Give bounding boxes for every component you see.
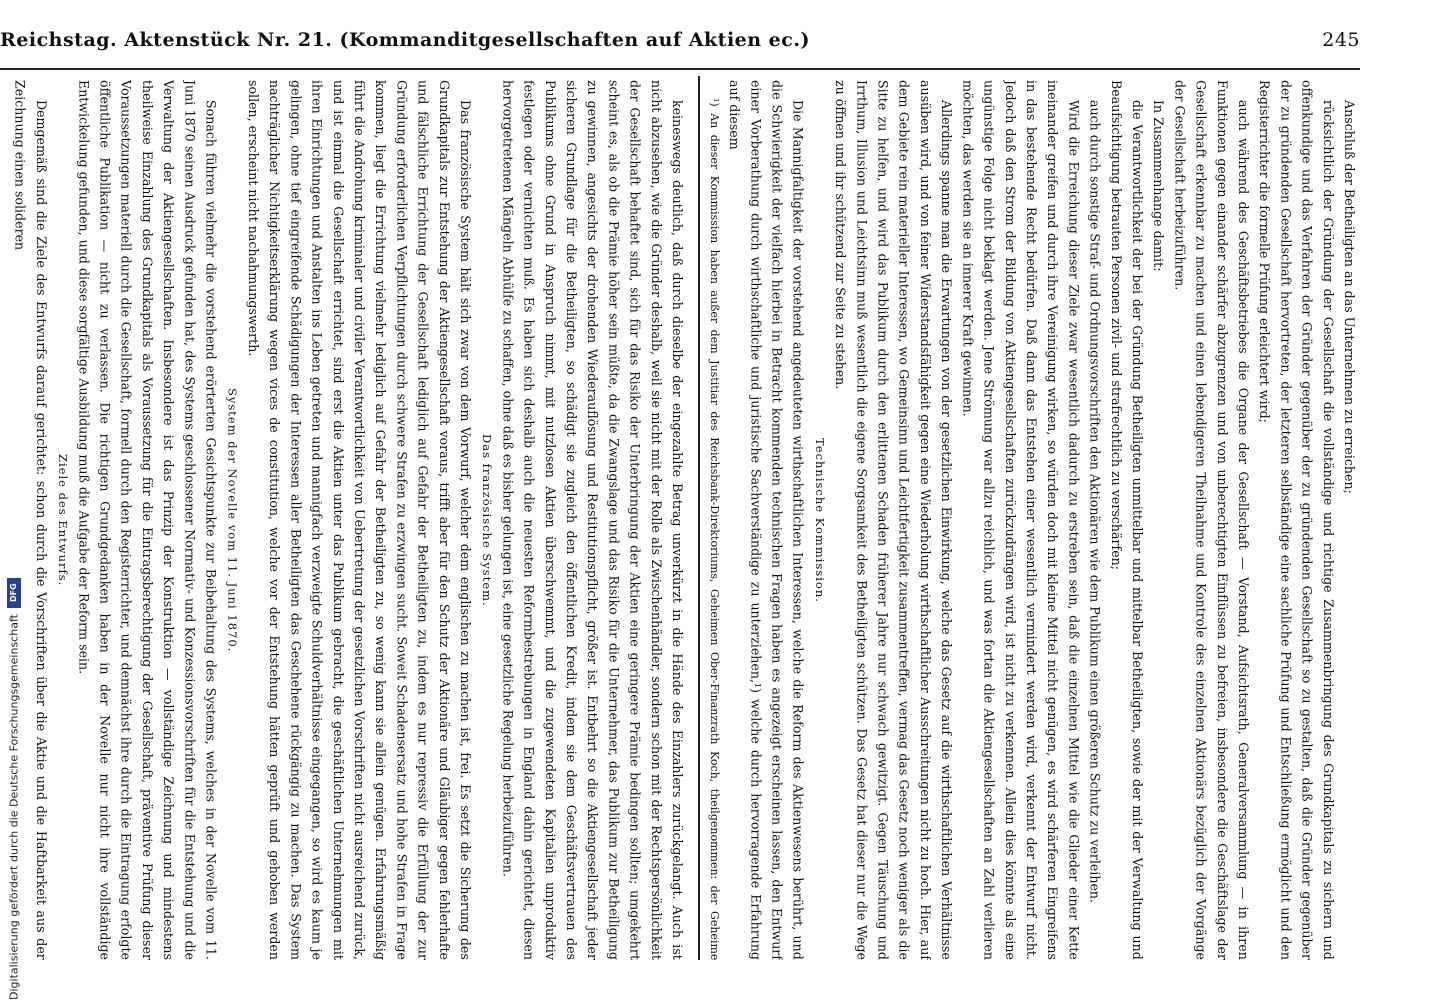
- header-rule: [0, 68, 1360, 70]
- paragraph: Die Mannigfaltigkeit der vorstehend angedeuteten wirthschaftlichen Interessen, welche die Reform des Aktienwesens berührt, und die Schwierigkeit der vielfach hierbei in Betracht kommenden technischen Fragen haben es angezeigt erscheinen lassen, den Entwurf einer Vorberathung durch wirthschaftliche und juristische Sachverständige zu unterziehen,¹) welche durch hervorragende Erfahrung auf diesem: [727, 80, 806, 960]
- section-heading: Technische Kommission.: [812, 437, 827, 603]
- right-column: [0, 80, 688, 960]
- page-header: [0, 18, 1360, 62]
- section-heading: Ziele des Entwurfs.: [56, 453, 71, 587]
- section-heading: Das französische System.: [480, 433, 495, 607]
- column-divider: [698, 76, 700, 960]
- dfg-logo-icon: DFG: [7, 578, 21, 608]
- digitization-text: Digitalisierung gefördert durch die Deutsche Forschungsgemeinschaft: [7, 614, 21, 1000]
- paragraph: Das französische System hält sich zwar von dem Vorwurf, welcher dem englischen zu machen ist, frei. Es setzt die Sicherung des Grundkapitals zur Entstehung der Aktiengesellschaft voraus, trifft aber für den Schutz der Aktionäre und Gläubiger gegen fehlerhafte und fälschliche Errichtung der Gesellschaft lediglich auf Gefahr der Betheiligten zu, indem es nur repressiv die Erfüllung der zur Gründung erforderlichen Verpflichtungen durch schwere Strafen zu erzwingen sucht. Soweit Schadensersatz und hohe Strafen in Frage kommen, liegt die Errichtung vielmehr lediglich auf Gefahr der Betheiligten zu, so wenig kann sie allein genügen. Erfahrungsmäßig führt die Androhung kriminaler und civiler Verantwortlichkeit von Uebertretung der gesetzlichen Vorschriften nicht ausreichend zurück, und ist einmal die Gesellschaft errichtet, sind erst die Aktien unter das Publikum gebracht, die geschäftlichen Unternehmungen mit ihren Einrichtungen und Anstalten ins Leben getreten und mannigfach verzweigte Schuldverhältnisse eingegangen, so wird es kaum je gelingen, ohne tief eingreifende Schädigungen der Interessen aller Betheiligten das Geschehene rückgängig zu machen. Das System nachträglicher Nichtigkeitserklärung wegen vices de constitution, welche vor der Entstehung hätten geprüft und gehoben werden sollen, erscheint nicht nachahmungswerth.: [245, 80, 473, 960]
- paragraph: rücksichtlich der Gründung der Gesellschaft die vollständige und richtige Zusammenbringung des Grundkapitals zu sichern und offenkundige und das Verfahren der Gründer gegenüber der zu gründenden Gesellschaft so zu gestalten, daß die Gründer gegenüber der zu gründenden Gesellschaft hervortreten, der letzteren selbständige eine sachliche Prüfung und Entschließung ermöglicht und den Registerrichter die formelle Prüfung erleichtert wird;: [1257, 80, 1336, 960]
- left-column: [708, 80, 1360, 960]
- paragraph: Wird die Erreichung dieser Ziele zwar wesentlich dadurch zu erstreben sein, daß die einzelnen Mittel wie die Glieder einer Kette ineinander greifen und durch ihre Vereinigung wirken, so würden doch mit kleine Mittel nicht genügen, es wird schärferen Eingreifens in das bestehende Recht bedürfen. Daß dann das Entstehen einer wesentlich vermindert werden wird, verkennt der Entwurf nicht. Jedoch daß den Strom der Bildung von Aktiengesellschaften zurückzudrängen wird, ist nicht zu verkennen. Allein dies könnte als eine ungünstige Folge nicht beklagt werden. Jene Strömung war allzu reichlich, und was fortan die Aktiengesellschaften an Zahl verlieren möchten, das werden sie an innerer Kraft gewinnen.: [960, 80, 1082, 960]
- running-title: Reichstag. Aktenstück Nr. 21. (Kommanditgesellschaften auf Aktien ec.): [0, 29, 810, 51]
- paragraph: In Zusammenhange damit:: [1151, 100, 1167, 272]
- paragraph: Allerdings spanne man die Erwartungen von der gesetzlichen Einwirkung, welche das Gesetz auf die wirthschaftlichen Verhältnisse ausüben wird, und von feiner Widerstandsfähigkeit gegen eine Wiederholung wirthschaftlicher Ausschreitungen nicht zu hoch. Hier, auf dem Gebiete rein materieller Interessen, wo Gemeinsinn und Leichtfertigkeit zusammentreffen, vermag das Gesetz noch weniger als die Sitte zu helfen, und wird das Publikum durch den erlittenen Schaden früherer Jahre nur schwach gewitzigt. Gegen Täuschung und Irrthum, Illusion und Leichtsinn muß wesentlich die eigene Sorgsamkeit des Betheiligten schützen. Das Gesetz hat dieser nur die Wege zu öffnen und ihr schützend zur Seite zu stehen.: [833, 80, 955, 960]
- section-heading: System der Novelle vom 11. Juni 1870.: [225, 387, 240, 653]
- paragraph: keineswegs deutlich, daß durch dieselbe der eingezahlte Betrag unverkürzt in die Hände des Einzahlers zurückgelangt. Auch ist nicht abzusehen, wie die Gründer deshalb, weil sie nicht mit der Rolle als Zwischenhändler, sondern schon mit der Rechtspersönlichkeit der Gesellschaft behaftet sind, sich für das Risiko der Unterbringung der Aktien eine geringere Prämie bedingen sollten; umgekehrt scheint es, als ob die Prämie höher sein müßte, da die Zwangslage und das Risiko für die Unternehmer, das Publikum zur Betheiligung zu gewinnen, angesichts der drohenden Wiederauflösung und Restitutionspflicht, größer ist. Entbehrt so die Aktiengesellschaft jeder sicheren Grundlage für die Betheiligten, so schädigt sie zugleich den öffentlichen Kredit, indem sie dem Geschäftsvertrauen des Publikums ohne Grund in Anspruch nimmt, mit nutzlosen Aktien überschwemmt, und die zugewendeten Kapitalien unproduktiv festlegen oder vernichten muß. Es haben sich deshalb auch die neuesten Reformbestrebungen in England dahin gerichtet, diesen hervorgetretenen Mängeln Abhülfe zu schaffen, ohne daß es bisher gelungen ist, eine gesetzliche Regelung herbeizuführen.: [500, 80, 685, 960]
- page-number: 245: [1322, 29, 1360, 51]
- paragraph: auch während des Geschäftsbetriebes die Organe der Gesellschaft — Vorstand, Aufsichtsrath, Generalversammlung — in ihren Funktionen gegen einander schärfer abzugrenzen und von unberechtigten Einflüssen zu befreien, insbesondere die Geschäftslage der Gesellschaft erkennbar zu machen und einen lebendigeren Theilnahme und Kontrole des einzelnen Aktionärs bezüglich der Vorgänge der Gesellschaft herbeizuführen.: [1172, 80, 1251, 960]
- paragraph: die Verantwortlichkeit der bei der Gründung Betheiligten unmittelbar und mittelbar Betheiligten, sowie der mit der Verwaltung und Beaufsichtigung betrauten Personen zivil- und strafrechtlich zu verschärfen;: [1108, 80, 1145, 960]
- paragraph: auch durch sonstige Straf- und Ordnungsvorschriften den Aktionären wie dem Publikum einen größeren Schutz zu verleihen.: [1087, 100, 1103, 904]
- footnote: ¹) An dieser Kommission haben außer dem Justitiar des Reichsbank-Direktoriums, Geheimen Ober-Finanzrath Koch, theilgenommen: der Geheime: [708, 97, 721, 960]
- paragraph: Sonach führen vielmehr die vorstehend erörterten Gesichtspunkte zur Beibehaltung des Systems, welches in der Novelle vom 11. Juni 1870 seinen Ausdruck gefunden hat, des Systems geschlossener Normativ- und Konzessionsvorschriften für die Entstehung und die Verwaltung der Aktiengesellschaften. Insbesondere ist das Prinzip der Konstruktion — vollständige Zeichnung und mindestens theilweise Einzahlung des Grundkapitals als Voraussetzung für die Eintragsberechtigung der Gesellschaft, präventive Prüfung dieser Voraussetzungen materiell durch die Gesellschaft, formell durch den Registerrichter, und demnächst ihre durch die Eintragung erfolgte öffentliche Publikation — nicht zu verlassen. Die richtigen Grundgedanken haben in der Novelle nur nicht ihre vollständige Entwickelung gefunden, und diese sorgfältige Ausbildung muß die Aufgabe der Reform sein.: [76, 80, 219, 960]
- paragraph: Anschluß der Betheiligten an das Unternehmen zu erreichen;: [1342, 100, 1357, 494]
- digitization-note: [4, 10, 24, 1000]
- paragraph: Demgemäß sind die Ziele des Entwurfs darauf gerichtet: schon durch die Vorschriften über die Aktie und die Haftbarkeit aus der Zeichnung einen solideren: [12, 80, 49, 960]
